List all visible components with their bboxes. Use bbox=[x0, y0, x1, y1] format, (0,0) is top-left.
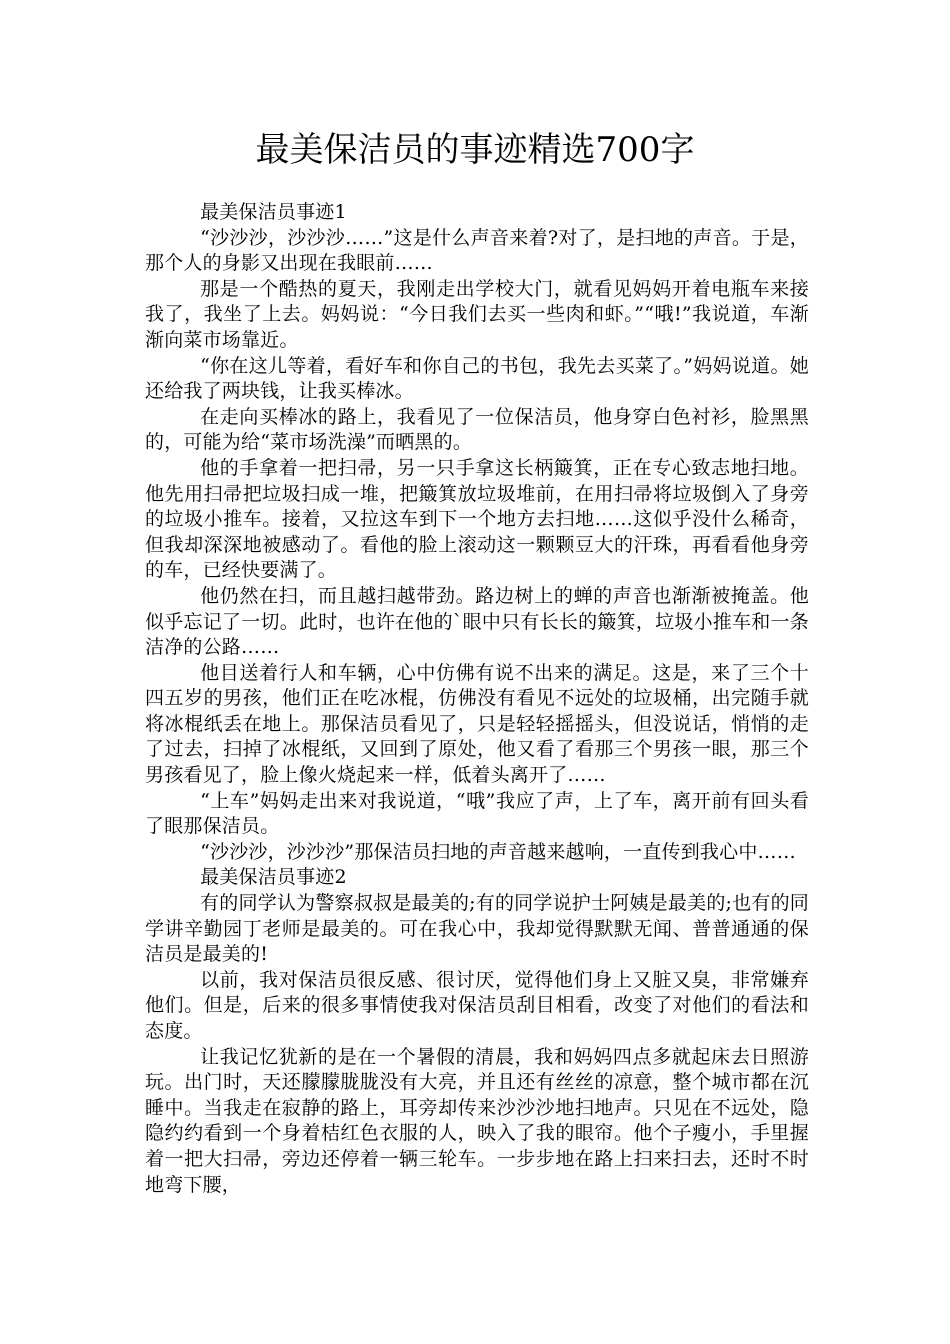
paragraph: “沙沙沙，沙沙沙……”这是什么声音来着?对了，是扫地的声音。于是，那个人的身影又出现在我眼前…… bbox=[145, 226, 809, 275]
paragraph: “上车”妈妈走出来对我说道，“哦”我应了声，上了车，离开前有回头看了眼那保洁员。 bbox=[145, 789, 809, 838]
paragraph: 他目送着行人和车辆，心中仿佛有说不出来的满足。这是，来了三个十四五岁的男孩，他们正在吃冰棍，仿佛没有看见不远处的垃圾桶，出完随手就将冰棍纸丢在地上。那保洁员看见了，只是轻轻摇摇头，但没说话，悄悄的走了过去，扫掉了冰棍纸，又回到了原处，他又看了看那三个男孩一眼，那三个男孩看见了，脸上像火烧起来一样，低着头离开了…… bbox=[145, 661, 809, 787]
paragraph: 他的手拿着一把扫帚，另一只手拿这长柄簸箕，正在专心致志地扫地。他先用扫帚把垃圾扫成一堆，把簸箕放垃圾堆前，在用扫帚将垃圾倒入了身旁的垃圾小推车。接着，又拉这车到下一个地方去扫地……这似乎没什么稀奇，但我却深深地被感动了。看他的脸上滚动这一颗颗豆大的汗珠，再看看他身旁的车，已经快要满了。 bbox=[145, 456, 809, 582]
paragraph: 以前，我对保洁员很反感、很讨厌，觉得他们身上又脏又臭，非常嫌弃他们。但是，后来的很多事情使我对保洁员刮目相看，改变了对他们的看法和态度。 bbox=[145, 968, 809, 1042]
paragraph: 那是一个酷热的夏天，我刚走出学校大门，就看见妈妈开着电瓶车来接我了，我坐了上去。妈妈说：“今日我们去买一些肉和虾。”“哦!”我说道，车渐渐向菜市场靠近。 bbox=[145, 277, 809, 351]
section-heading: 最美保洁员事迹2 bbox=[200, 866, 347, 889]
section-heading: 最美保洁员事迹1 bbox=[200, 201, 347, 223]
paragraph: 有的同学认为警察叔叔是最美的;有的同学说护士阿姨是最美的;也有的同学讲辛勤园丁老师是最美的。可在我心中，我却觉得默默无闻、普普通通的保洁员是最美的! bbox=[145, 892, 809, 966]
paragraph: 让我记忆犹新的是在一个暑假的清晨，我和妈妈四点多就起床去日照游玩。出门时，天还朦朦胧胧没有大亮，并且还有丝丝的凉意，整个城市都在沉睡中。当我走在寂静的路上，耳旁却传来沙沙沙地扫地声。只见在不远处，隐隐约约看到一个身着桔红色衣服的人，映入了我的眼帘。他个子瘦小，手里握着一把大扫帚，旁边还停着一辆三轮车。一步步地在路上扫来扫去，还时不时地弯下腰， bbox=[145, 1045, 809, 1196]
document-body bbox=[145, 200, 809, 1198]
paragraph: 在走向买棒冰的路上，我看见了一位保洁员，他身穿白色衬衫，脸黑黑的，可能为给“菜市场洗澡”而晒黑的。 bbox=[145, 405, 809, 454]
paragraph: “沙沙沙，沙沙沙”那保洁员扫地的声音越来越响，一直传到我心中…… bbox=[200, 840, 796, 863]
paragraph: 他仍然在扫，而且越扫越带劲。路边树上的蝉的声音也渐渐被掩盖。他似乎忘记了一切。此时，也许在他的`眼中只有长长的簸箕，垃圾小推车和一条洁净的公路…… bbox=[145, 584, 809, 659]
document-title: 最美保洁员的事迹精选700字 bbox=[255, 130, 695, 170]
paragraph: “你在这儿等着，看好车和你自己的书包，我先去买菜了。”妈妈说道。她还给我了两块钱，让我买棒冰。 bbox=[145, 354, 809, 403]
